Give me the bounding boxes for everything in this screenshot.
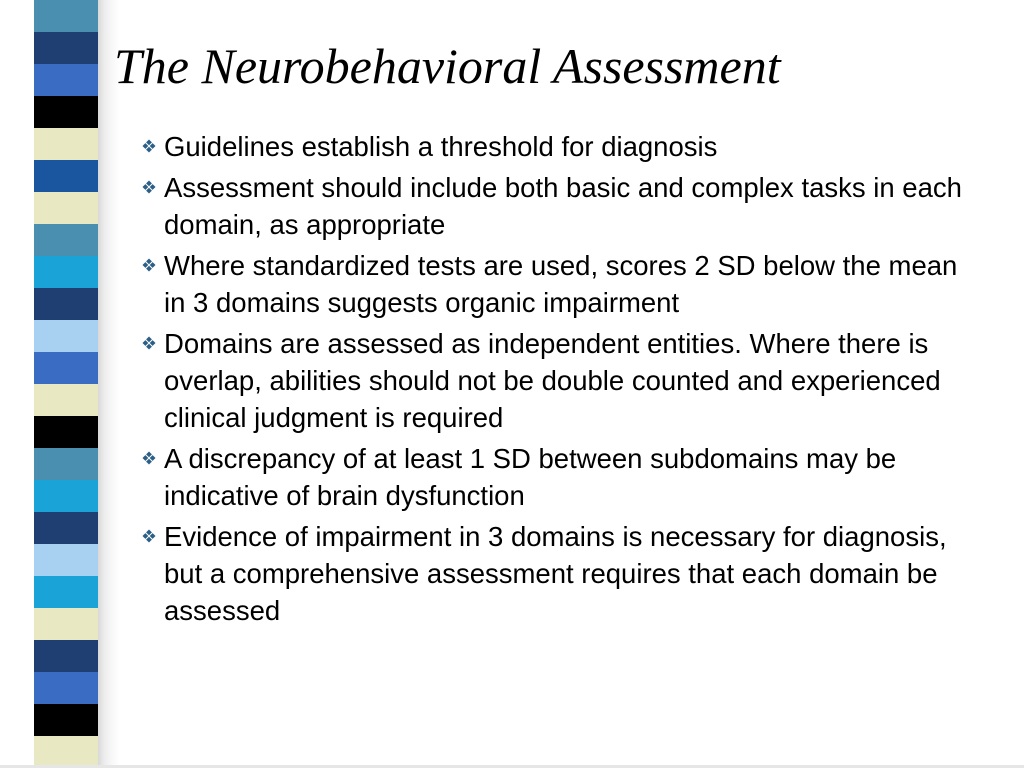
bullet-text: Domains are assessed as independent entities. Where there is overlap, abilities should not be double counted and experienced clinical judgment is required	[164, 328, 941, 433]
stripe-segment	[34, 128, 98, 160]
stripe-segment	[34, 256, 98, 288]
four-diamond-icon	[142, 451, 156, 465]
four-diamond-icon	[142, 336, 156, 350]
decorative-stripe-bar	[34, 0, 98, 768]
stripe-segment	[34, 192, 98, 224]
stripe-shadow	[98, 0, 120, 768]
stripe-segment	[34, 32, 98, 64]
bullet-item	[142, 169, 972, 243]
bullet-list	[142, 128, 972, 633]
stripe-segment	[34, 672, 98, 704]
stripe-segment	[34, 544, 98, 576]
four-diamond-icon	[142, 258, 156, 272]
stripe-segment	[34, 736, 98, 768]
bullet-text: Guidelines establish a threshold for diagnosis	[164, 131, 718, 162]
stripe-segment	[34, 352, 98, 384]
stripe-segment	[34, 224, 98, 256]
slide-title: The Neurobehavioral Assessment	[114, 38, 781, 94]
stripe-segment	[34, 64, 98, 96]
bullet-text: Evidence of impairment in 3 domains is necessary for diagnosis, but a comprehensive assessment requires that each domain be assessed	[164, 521, 947, 626]
stripe-segment	[34, 640, 98, 672]
bullet-text: A discrepancy of at least 1 SD between subdomains may be indicative of brain dysfunction	[164, 443, 897, 511]
bullet-item	[142, 440, 972, 514]
stripe-segment	[34, 608, 98, 640]
four-diamond-icon	[142, 139, 156, 153]
bullet-item	[142, 518, 972, 629]
four-diamond-icon	[142, 180, 156, 194]
stripe-segment	[34, 480, 98, 512]
bullet-item	[142, 128, 972, 165]
bullet-text: Assessment should include both basic and complex tasks in each domain, as appropriate	[164, 172, 962, 240]
stripe-segment	[34, 320, 98, 352]
stripe-segment	[34, 416, 98, 448]
stripe-segment	[34, 0, 98, 32]
bullet-text: Where standardized tests are used, scores 2 SD below the mean in 3 domains suggests organic impairment	[164, 250, 958, 318]
stripe-segment	[34, 704, 98, 736]
bullet-item	[142, 247, 972, 321]
stripe-segment	[34, 448, 98, 480]
four-diamond-icon	[142, 529, 156, 543]
stripe-segment	[34, 384, 98, 416]
stripe-segment	[34, 96, 98, 128]
stripe-segment	[34, 576, 98, 608]
stripe-segment	[34, 160, 98, 192]
bullet-item	[142, 325, 972, 436]
stripe-segment	[34, 512, 98, 544]
stripe-segment	[34, 288, 98, 320]
